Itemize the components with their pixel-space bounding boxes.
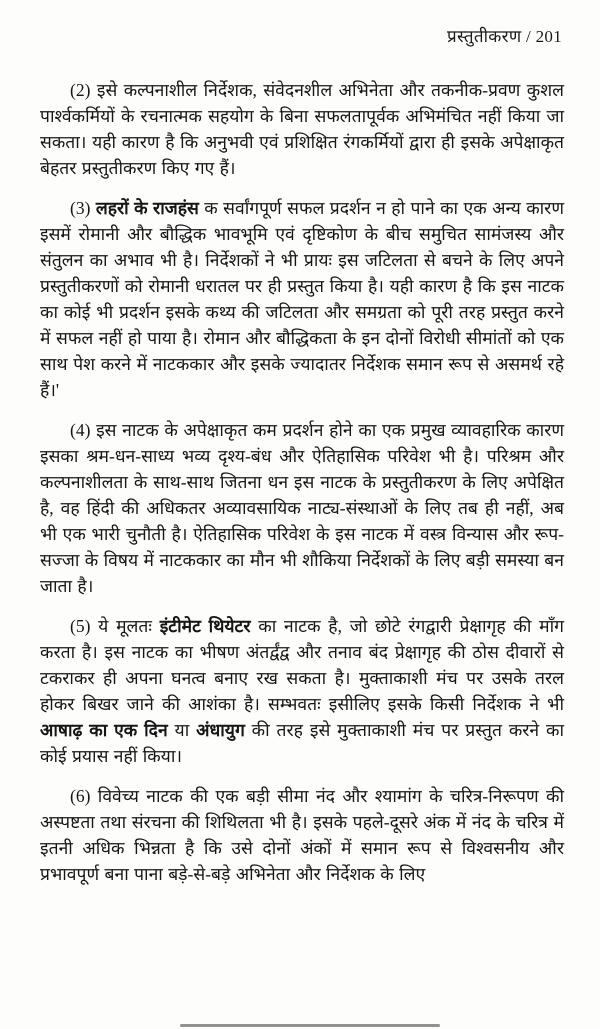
paragraph — [40, 195, 564, 403]
page-header — [40, 24, 564, 47]
text-run: या — [167, 720, 197, 740]
paragraph — [40, 417, 564, 599]
text-run: (5) ये मूलतः — [70, 616, 160, 636]
text-run: का नाटक है, जो छोटे रंगद्वारी प्रेक्षागृह की माँग करता है। इस नाटक का भीषण अंतर्द्वंद्व और तनाव बंद प्रेक्षागृह की ठोस दीवारों से टकराकर ही अपना घनत्व बनाए रख सकता है। मुक्ताकाशी मंच पर उसके तरल होकर बिखर जाने की आशंका है। सम्भवतः इसीलिए इसके किसी निर्देशक ने भी — [40, 616, 564, 714]
text-run: क सर्वांगपूर्ण सफल प्रदर्शन न हो पाने का एक अन्य कारण इसमें रोमानी और बौद्धिक भावभूमि एवं दृष्टिकोण के बीच समुचित सामंजस्य और संतुलन का अभाव भी है। निर्देशकों ने भी प्रायः इस जटिलता से बचने के लिए अपने प्रस्तुतीकरणों को रोमानी धरातल पर ही प्रस्तुत किया है। यही कारण है कि इस नाटक का कोई भी प्रदर्शन इसके कथ्य की जटिलता और समग्रता को पूरी तरह प्रस्तुत करने में सफल नहीं हो पाया है। रोमान और बौद्धिकता के इन दोनों विरोधी सीमांतों को एक साथ पेश करने में नाटककार और इसके ज्यादातर निर्देशक समान रूप से असमर्थ रहे हैं।' — [40, 198, 564, 400]
text-run: की तरह इसे मुक्ताकाशी मंच पर प्रस्तुत करने का कोई प्रयास नहीं किया। — [40, 720, 565, 766]
page-body — [40, 77, 564, 887]
text-run: (6) विवेच्य नाटक की एक बड़ी सीमा नंद और श्यामांग के चरित्र-निरूपण की अस्पष्टता तथा संरचना की शिथिलता भी है। इसके पहले-दूसरे अंक में नंद के चरित्र में इतनी अधिक भिन्नता है कि उसे दोनों अंकों में समान रूप से विश्वसनीय और प्रभावपूर्ण बना पाना बड़े-से-बड़े अभिनेता और निर्देशक के लिए — [40, 786, 564, 884]
text-run: (3) — [70, 198, 96, 218]
text-run: (2) इसे कल्पनाशील निर्देशक, संवेदनशील अभिनेता और तकनीक-प्रवण कुशल पार्श्वकर्मियों के रचनात्मक सहयोग के बिना सफलतापूर्वक अभिमंचित नहीं किया जा सकता। यही कारण है कि अनुभवी एवं प्रशिक्षित रंगकर्मियों द्वारा ही इसके अपेक्षाकृत बेहतर प्रस्तुतीकरण किए गए हैं। — [40, 80, 564, 178]
scan-artifact — [180, 1024, 440, 1027]
text-run: (4) इस नाटक के अपेक्षाकृत कम प्रदर्शन होने का एक प्रमुख व्यावहारिक कारण इसका श्रम-धन-साध्य भव्य दृश्य-बंध और ऐतिहासिक परिवेश भी है। परिश्रम और कल्पनाशीलता के साथ-साथ जितना धन इस नाटक के प्रस्तुतीकरण के लिए अपेक्षित है, वह हिंदी की अधिकतर अव्यावसायिक नाट्य-संस्थाओं के लिए तब ही नहीं, अब भी एक भारी चुनौती है। ऐतिहासिक परिवेश के इस नाटक में वस्त्र विन्यास और रूप-सज्जा के विषय में नाटककार का मौन भी शौकिया निर्देशकों के लिए बड़ी समस्या बन जाता है। — [40, 420, 564, 596]
bold-text-run: इंटीमेट थियेटर — [159, 616, 251, 636]
running-title-and-page-number: प्रस्तुतीकरण / 201 — [447, 27, 562, 46]
bold-text-run: लहरों के राजहंस — [95, 198, 199, 218]
paragraph — [40, 783, 564, 887]
paragraph — [40, 613, 564, 769]
bold-text-run: अंधायुग — [196, 720, 245, 740]
bold-text-run: आषाढ़ का एक दिन — [40, 720, 168, 740]
paragraph — [40, 77, 564, 181]
